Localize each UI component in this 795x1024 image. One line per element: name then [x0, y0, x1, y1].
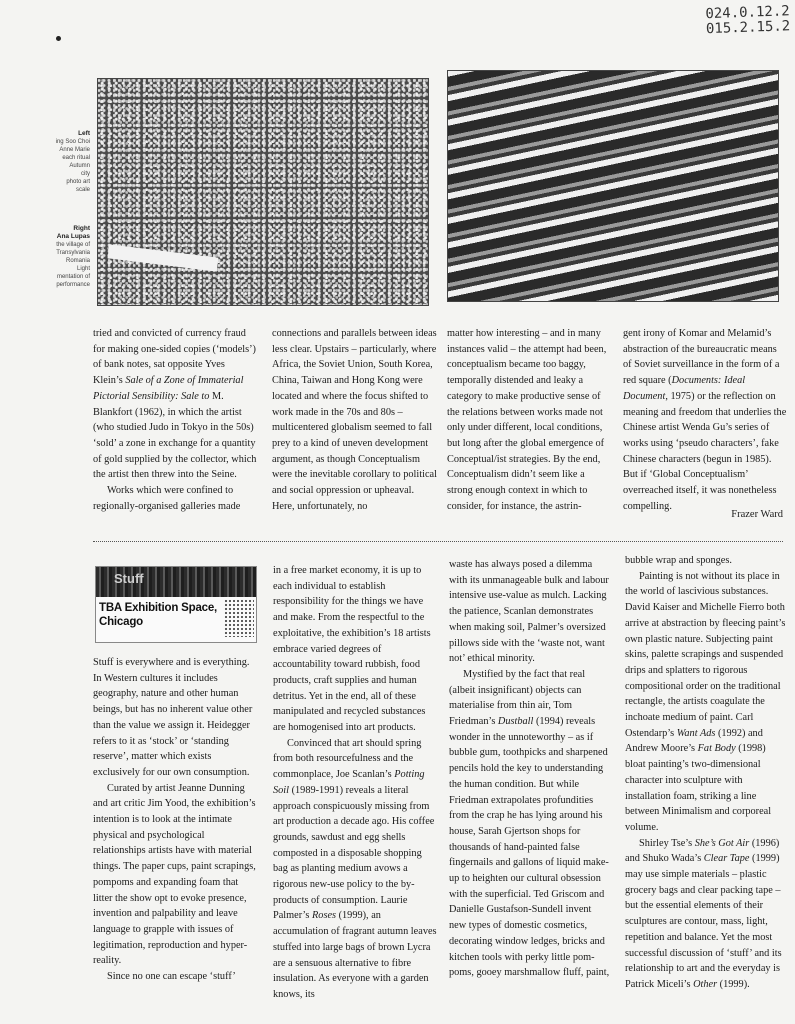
caption-left-line: scale: [75, 187, 90, 193]
caption-left-line: ing Soo Choi: [55, 139, 90, 145]
caption-left-heading: Left: [78, 130, 90, 137]
caption-left-line: photo art: [66, 179, 90, 185]
paragraph: in a free market economy, it is up to each individual to establish responsibility for the things we have and make. From the respectful to the exploitative, the exhibition’s 18 artists embrace varied degrees of accountability toward rubbish, food products, craft supplies and human detritus. Yet in the end, all of these manipulated and recycled substances are homogenised into art products.: [273, 565, 431, 734]
paragraph: Convinced that art should spring from both resourcefulness and the commonplace, Joe Scanlan’s Potting Soil (1989-1991) reveals a literal approach conspicuously missing from art production a decade ago. His coffee grounds, sawdust and egg shells composted in a disposable shopping bag as planting medium avows a rigorous new-use policy to the by-products of consumption. Laurie Palmer’s Roses (1999), an accumulation of fragrant autumn leaves stuffed into large bags of brown Lycra are a sensuous alternative to fibre insulation. As everyone with a garden knows, its: [273, 737, 437, 1000]
caption-right-line: Light: [76, 266, 90, 272]
article1-column-2: [272, 326, 438, 514]
caption-right-line: performance: [56, 282, 90, 288]
caption-left-line: Anne Marie: [59, 147, 90, 153]
caption-right-line: Transylvania: [56, 250, 90, 256]
caption-right-line: Romania: [65, 258, 90, 264]
article2-column-2: [273, 563, 437, 1003]
caption-left-line: city: [81, 171, 90, 177]
article1-column-4: [623, 326, 787, 514]
article1-column-1: [93, 326, 257, 514]
caption-left-line: each ritual: [62, 155, 90, 161]
caption-right-line: the village of: [56, 242, 90, 248]
paragraph: Shirley Tse’s She’s Got Air (1996) and Shuko Wada’s Clear Tape (1999) may use simple materials – plastic grocery bags and clear packing tape – but the essential elements of their sculptures are contour, mass, light, repetition and balance. Yet the most successful discussion of ‘stuff’ and its relationship to art and the everyday is Patrick Miceli’s Other (1999).: [625, 837, 782, 990]
punch-mark: [56, 36, 61, 41]
article1-column-3: [447, 326, 610, 514]
article2-column-3: [449, 557, 611, 981]
caption-right-heading: Right: [73, 225, 90, 232]
paragraph: gent irony of Komar and Melamid’s abstraction of the bureaucratic means of Soviet surveillance in the form of a red square (Documents: Ideal Document, 1975) or the reflection on meaning and freedom that underlies the Chinese artist Wenda Gu’s series of works using ‘pseudo characters’, fake Chinese characters (begun in 1985). But if ‘Global Conceptualism’ overreached itself, it was nonetheless compelling.: [623, 328, 787, 512]
paragraph: matter how interesting – and in many instances valid – the attempt had been, conceptualism became too baggy, temporally distended and leaky a category to make productive sense of the relations between works made not only under different, local conditions, but long after the global emergence of Conceptual/ist strategies. By the end, Conceptualism didn’t seem like a strong enough context in which to consider, for instance, the astrin-: [447, 328, 607, 512]
handwritten-note-line2: 015.2.15.2: [705, 18, 791, 38]
venue-label: TBA Exhibition Space, Chicago: [99, 602, 218, 628]
caption-left-line: Autumn: [69, 163, 90, 169]
paragraph: connections and parallels between ideas less clear. Upstairs – particularly, where Africa, the Soviet Union, South Korea, China, Taiwan and Hong Kong were located and where the focus shifted to work made in the 70s and 80s – multicentered globalism seemed to fall prey to a kind of uneven development argument, as though Conceptualism were the inevitable corollary to political and social oppression or upheaval. Here, unfortunately, no: [272, 328, 437, 512]
paragraph: bubble wrap and sponges.: [625, 555, 732, 566]
photo-plank: [108, 244, 219, 271]
article2-column-1: [93, 655, 259, 985]
handwritten-note: [690, 4, 791, 37]
paragraph: Works which were confined to regionally-organised galleries made: [93, 485, 241, 512]
venue-header: [95, 566, 257, 643]
section-divider: [93, 541, 783, 542]
venue-title: Stuff: [114, 571, 144, 586]
caption-right-name: Ana Lupas: [56, 233, 90, 240]
paragraph: waste has always posed a dilemma with its unmanageable bulk and labour intensive use-value as mulch. Lacking the patience, Scanlan demonstrates when making soil, Palmer’s oversized pillows side with the ‘waste not, want not’ ethical minority.: [449, 559, 609, 665]
handwritten-note-line1: 024.0.12.2: [705, 3, 790, 23]
paragraph: Painting is not without its place in the world of lascivious substances. David Kaiser and Michelle Fierro both arrive at abstraction by fleecing paint’s own plastic nature. Subjecting paint skins, palette scrapings and suspended drips and splatters to rigorous compositional order on the traditional rectangle, the artists coagulate the inchoate medium of paint. Carl Ostendarp’s Want Ads (1992) and Andrew Moore’s Fat Body (1998) bloat painting’s two-dimensional character into sculpture with installation foam, striking a line between Minimalism and corporeal volume.: [625, 570, 786, 833]
paragraph: Since no one can escape ‘stuff’: [107, 971, 236, 983]
photo-banners: [447, 70, 779, 302]
paragraph: tried and convicted of currency fraud for making one-sided copies (‘models’) of bank notes, sat opposite Yves Klein’s Sale of a Zone of Immaterial Pictorial Sensibility: Sale to M. Blankfort (1962), in which the artist (who studied Judo in Tokyo in the 50s) ‘sold’ a zone in exchange for a quantity of gold supplied by the collector, which the artist then threw into the Seine.: [93, 328, 257, 481]
author-name: Frazer Ward: [731, 509, 783, 520]
caption-right-line: mentation of: [56, 274, 90, 280]
caption-left: [40, 130, 90, 194]
paragraph: Stuff is everywhere and is everything. In Western cultures it includes geography, nature and other human beings, but has no inherent value other than the value we assign it. Heidegger refers to it as ‘stock’ or ‘standing reserve’, matter which exists exclusively for our own consumption.: [93, 657, 253, 778]
venue-speckle: [224, 599, 254, 637]
caption-right: [40, 225, 90, 289]
paragraph: Curated by artist Jeanne Dunning and art critic Jim Yood, the exhibition’s intention is to look at the intimate physical and psychological relationships artists have with material things. The paper cups, paint scrapings, pompoms and expanding foam that litter the show opt to evoke presence, invention and palpability and leave language to grapple with issues of legitimation, reproduction and hyper-reality.: [93, 782, 256, 967]
photo-crowd: [97, 78, 429, 306]
paragraph: Mystified by the fact that real (albeit insignificant) objects can materialise from thin air, Tom Friedman’s Dustball (1994) reveals wonder in the unnoteworthy – as if bubble gum, toothpicks and sharpened pencils hold the key to understanding the human condition. But while Friedman extrapolates profundities from the crap he has lying around his house, Sarah Gjertson shops for thousands of hand-painted false fingernails and gallons of liquid make-up to heighten our cultural obsession with the superficial. Ted Griscom and Danielle Gustafson-Sundell invent new types of domestic cosmetics, decorating window ledges, bricks and kitchen tools with perky little pom-poms, gooey marshmallow fluff, paint,: [449, 668, 610, 979]
article2-column-4: [625, 553, 787, 993]
